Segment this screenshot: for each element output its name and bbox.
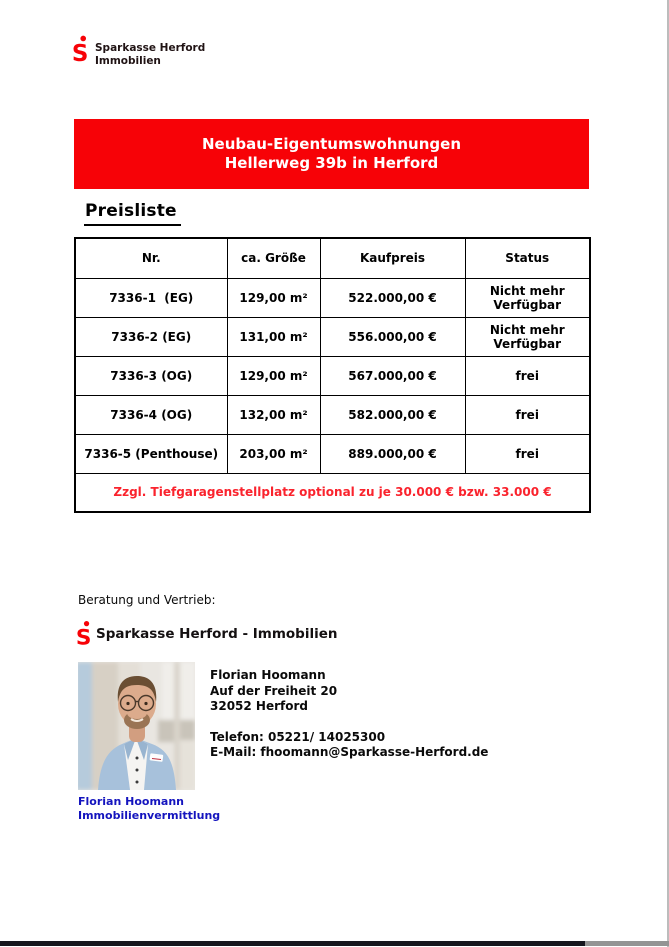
window-bottom-bar bbox=[0, 941, 669, 946]
banner-line-1: Neubau-Eigentumswohnungen bbox=[201, 135, 462, 153]
cell-status: Nicht mehr Verfügbar bbox=[465, 317, 590, 356]
advisory-brand-line: Sparkasse Herford - Immobilien bbox=[96, 625, 338, 642]
contact-city: 32052 Herford bbox=[210, 699, 308, 713]
cell-size: 129,00 m² bbox=[227, 356, 320, 395]
contact-email: E-Mail: fhoomann@Sparkasse-Herford.de bbox=[210, 745, 489, 759]
cell-status: Nicht mehr Verfügbar bbox=[465, 278, 590, 317]
cell-price: 567.000,00 € bbox=[320, 356, 465, 395]
contact-gap bbox=[210, 715, 488, 730]
brand-name: Sparkasse Herford bbox=[95, 42, 206, 54]
cell-nr: 7336-5 (Penthouse) bbox=[75, 434, 227, 473]
cell-status: frei bbox=[465, 395, 590, 434]
advisory-brand bbox=[76, 620, 338, 647]
cell-nr: 7336-2 (EG) bbox=[75, 317, 227, 356]
table-row bbox=[75, 434, 590, 473]
caption-name: Florian Hoomann bbox=[78, 795, 184, 808]
column-header-price: Kaufpreis bbox=[320, 238, 465, 278]
cell-nr: 7336-1 (EG) bbox=[75, 278, 227, 317]
svg-text:S: S bbox=[76, 625, 92, 647]
agent-photo-illustration bbox=[78, 662, 195, 790]
column-header-status: Status bbox=[465, 238, 590, 278]
photo-caption bbox=[78, 795, 220, 822]
column-header-size: ca. Größe bbox=[227, 238, 320, 278]
cell-status: frei bbox=[465, 434, 590, 473]
contact-phone: Telefon: 05221/ 14025300 bbox=[210, 729, 386, 744]
header-brand bbox=[72, 35, 205, 68]
table-row bbox=[75, 317, 590, 356]
contact-details bbox=[210, 668, 488, 761]
contact-name: Florian Hoomann bbox=[210, 668, 326, 682]
agent-photo bbox=[78, 662, 195, 790]
cell-size: 129,00 m² bbox=[227, 278, 320, 317]
caption-role: Immobilienvermittlung bbox=[78, 808, 221, 822]
table-row bbox=[75, 278, 590, 317]
advisory-heading: Beratung und Vertrieb: bbox=[78, 593, 216, 607]
cell-size: 132,00 m² bbox=[227, 395, 320, 434]
header-brand-text bbox=[95, 35, 205, 68]
contact-street: Auf der Freiheit 20 bbox=[210, 683, 338, 698]
sparkasse-s-icon bbox=[76, 620, 92, 647]
cell-status: frei bbox=[465, 356, 590, 395]
cell-size: 131,00 m² bbox=[227, 317, 320, 356]
brand-division: Immobilien bbox=[95, 55, 161, 67]
parking-note: Zzgl. Tiefgaragenstellplatz optional zu je 30.000 € bzw. 33.000 € bbox=[75, 473, 590, 512]
sparkasse-s-icon bbox=[72, 35, 89, 63]
cell-price: 522.000,00 € bbox=[320, 278, 465, 317]
svg-text:S: S bbox=[72, 40, 89, 63]
table-header-row bbox=[75, 238, 590, 278]
bottom-bar-dark-segment bbox=[0, 941, 585, 946]
cell-price: 889.000,00 € bbox=[320, 434, 465, 473]
table-row bbox=[75, 395, 590, 434]
bottom-bar-gray-segment bbox=[585, 941, 669, 946]
table-note-row bbox=[75, 473, 590, 512]
cell-price: 556.000,00 € bbox=[320, 317, 465, 356]
property-banner bbox=[74, 119, 589, 189]
cell-nr: 7336-4 (OG) bbox=[75, 395, 227, 434]
table-row bbox=[75, 356, 590, 395]
banner-line-2: Hellerweg 39b in Herford bbox=[224, 154, 439, 172]
page-title: Preisliste bbox=[84, 201, 181, 226]
cell-price: 582.000,00 € bbox=[320, 395, 465, 434]
cell-nr: 7336-3 (OG) bbox=[75, 356, 227, 395]
price-table bbox=[74, 237, 591, 513]
column-header-nr: Nr. bbox=[75, 238, 227, 278]
cell-size: 203,00 m² bbox=[227, 434, 320, 473]
